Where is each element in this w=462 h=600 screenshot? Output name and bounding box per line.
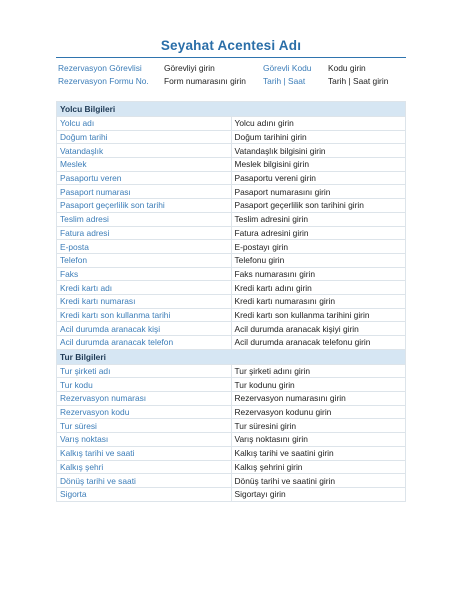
field-label: Kredi kartı numarası <box>57 294 232 308</box>
table-row <box>57 117 406 131</box>
field-label: Acil durumda aranacak telefon <box>57 336 232 350</box>
field-value[interactable]: Pasaportu vereni girin <box>231 171 406 185</box>
table-row <box>57 419 406 433</box>
field-label: Tur şirketi adı <box>57 364 232 378</box>
field-value[interactable]: Faks numarasını girin <box>231 267 406 281</box>
table-row <box>57 336 406 350</box>
field-label: Meslek <box>57 158 232 172</box>
field-value[interactable]: Rezervasyon kodunu girin <box>231 405 406 419</box>
field-label: Rezervasyon numarası <box>57 392 232 406</box>
field-value[interactable]: Telefonu girin <box>231 253 406 267</box>
table-row <box>57 378 406 392</box>
table-row <box>57 474 406 488</box>
table-row <box>57 322 406 336</box>
field-label: Doğum tarihi <box>57 130 232 144</box>
table-row <box>57 240 406 254</box>
field-value[interactable]: Acil durumda aranacak kişiyi girin <box>231 322 406 336</box>
form-number-field[interactable]: Form numarasını girin <box>164 76 246 86</box>
table-row <box>57 226 406 240</box>
field-value[interactable]: Tur kodunu girin <box>231 378 406 392</box>
field-value[interactable]: Kredi kartı numarasını girin <box>231 294 406 308</box>
field-value[interactable]: Yolcu adını girin <box>231 117 406 131</box>
field-label: Tur süresi <box>57 419 232 433</box>
field-label: Fatura adresi <box>57 226 232 240</box>
field-label: Faks <box>57 267 232 281</box>
agent-field[interactable]: Görevliyi girin <box>164 63 215 73</box>
section-heading: Yolcu Bilgileri <box>57 102 406 117</box>
field-value[interactable]: Kredi kartı adını girin <box>231 281 406 295</box>
field-value[interactable]: Fatura adresini girin <box>231 226 406 240</box>
form-number-label: Rezervasyon Formu No. <box>58 76 149 86</box>
field-label: Sigorta <box>57 487 232 501</box>
title-divider <box>56 57 406 58</box>
field-label: Kalkış şehri <box>57 460 232 474</box>
table-row <box>57 308 406 322</box>
table-row <box>57 171 406 185</box>
reservation-form-table <box>56 101 406 502</box>
agent-label: Rezervasyon Görevlisi <box>58 63 142 73</box>
reservation-meta <box>58 62 408 88</box>
table-row <box>57 267 406 281</box>
field-value[interactable]: Kalkış şehrini girin <box>231 460 406 474</box>
field-value[interactable]: Dönüş tarihi ve saatini girin <box>231 474 406 488</box>
field-label: Acil durumda aranacak kişi <box>57 322 232 336</box>
field-value[interactable]: Pasaport numarasını girin <box>231 185 406 199</box>
field-label: Teslim adresi <box>57 212 232 226</box>
table-row <box>57 446 406 460</box>
field-value[interactable]: Acil durumda aranacak telefonu girin <box>231 336 406 350</box>
table-row <box>57 392 406 406</box>
table-row <box>57 405 406 419</box>
field-label: Pasaportu veren <box>57 171 232 185</box>
table-row <box>57 199 406 213</box>
date-time-field[interactable]: Tarih | Saat girin <box>328 76 389 86</box>
meta-row-form <box>58 75 408 88</box>
field-label: E-posta <box>57 240 232 254</box>
section-header-row <box>57 349 406 364</box>
page-title: Seyahat Acentesi Adı <box>160 38 302 53</box>
field-value[interactable]: Tur süresini girin <box>231 419 406 433</box>
field-value[interactable]: Teslim adresini girin <box>231 212 406 226</box>
field-value[interactable]: Doğum tarihini girin <box>231 130 406 144</box>
date-time-label: Tarih | Saat <box>263 76 306 86</box>
field-label: Pasaport numarası <box>57 185 232 199</box>
section-heading: Tur Bilgileri <box>57 349 406 364</box>
table-row <box>57 253 406 267</box>
field-label: Rezervasyon kodu <box>57 405 232 419</box>
table-row <box>57 487 406 501</box>
field-label: Kredi kartı son kullanma tarihi <box>57 308 232 322</box>
table-row <box>57 185 406 199</box>
field-label: Tur kodu <box>57 378 232 392</box>
meta-row-agent <box>58 62 408 75</box>
field-label: Pasaport geçerlilik son tarihi <box>57 199 232 213</box>
table-row <box>57 158 406 172</box>
field-value[interactable]: E-postayı girin <box>231 240 406 254</box>
field-label: Kalkış tarihi ve saati <box>57 446 232 460</box>
table-row <box>57 281 406 295</box>
field-value[interactable]: Pasaport geçerlilik son tarihini girin <box>231 199 406 213</box>
table-row <box>57 364 406 378</box>
table-row <box>57 212 406 226</box>
field-value[interactable]: Kalkış tarihi ve saatini girin <box>231 446 406 460</box>
table-row <box>57 433 406 447</box>
agent-code-field[interactable]: Kodu girin <box>328 63 366 73</box>
field-label: Varış noktası <box>57 433 232 447</box>
section-header-row <box>57 102 406 117</box>
field-label: Vatandaşlık <box>57 144 232 158</box>
field-value[interactable]: Meslek bilgisini girin <box>231 158 406 172</box>
field-value[interactable]: Tur şirketi adını girin <box>231 364 406 378</box>
field-label: Kredi kartı adı <box>57 281 232 295</box>
table-row <box>57 294 406 308</box>
table-row <box>57 460 406 474</box>
field-label: Yolcu adı <box>57 117 232 131</box>
field-value[interactable]: Kredi kartı son kullanma tarihini girin <box>231 308 406 322</box>
table-row <box>57 130 406 144</box>
field-value[interactable]: Vatandaşlık bilgisini girin <box>231 144 406 158</box>
field-value[interactable]: Varış noktasını girin <box>231 433 406 447</box>
field-value[interactable]: Sigortayı girin <box>231 487 406 501</box>
field-label: Dönüş tarihi ve saati <box>57 474 232 488</box>
agent-code-label: Görevli Kodu <box>263 63 312 73</box>
field-label: Telefon <box>57 253 232 267</box>
field-value[interactable]: Rezervasyon numarasını girin <box>231 392 406 406</box>
table-row <box>57 144 406 158</box>
